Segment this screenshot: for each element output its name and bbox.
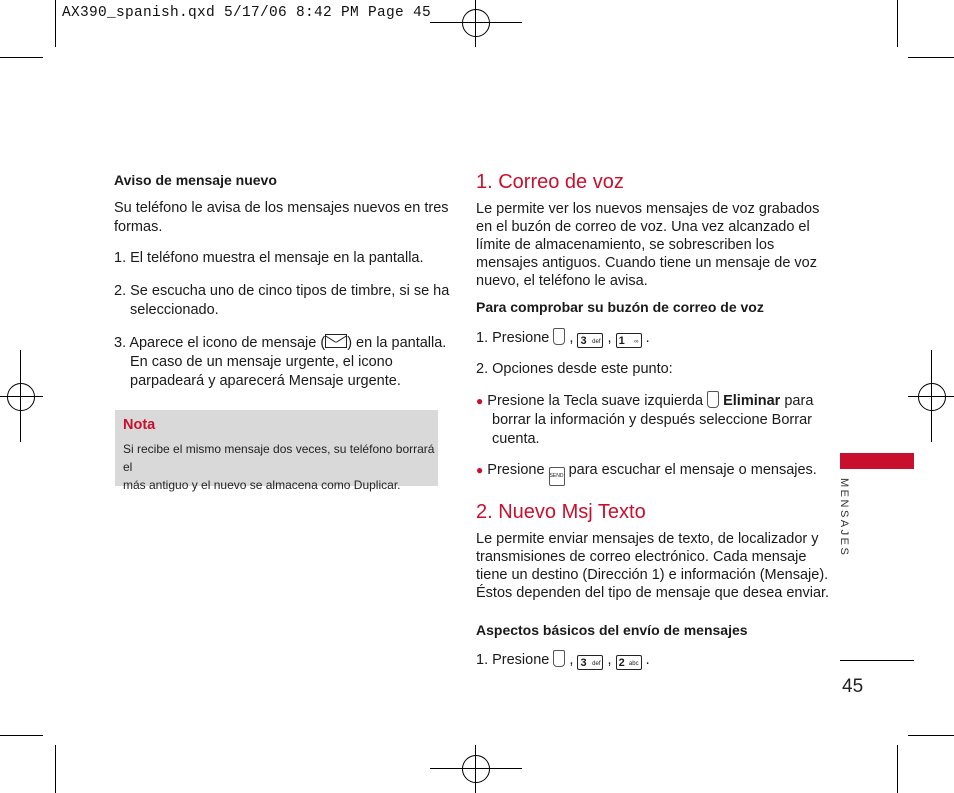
crop-mark bbox=[897, 745, 898, 793]
left-item-2: 2. Se escucha uno de cinco tipos de timbre, si se ha seleccionado. bbox=[114, 283, 450, 318]
crop-mark bbox=[0, 735, 43, 736]
option-bullet-2: ● Presione SEND para escuchar el mensaje o mensajes. bbox=[476, 461, 817, 486]
voicemail-step-2: 2. Opciones desde este punto: bbox=[476, 361, 673, 377]
note-title: Nota bbox=[123, 417, 156, 433]
left-section-title: Aviso de mensaje nuevo bbox=[114, 172, 277, 188]
registration-mark bbox=[475, 0, 476, 47]
note-text: Si recibe el mismo mensaje dos veces, su teléfono borrará el más antiguo y el nuevo se almacena como Duplicar. bbox=[123, 442, 435, 492]
crop-mark bbox=[908, 57, 954, 58]
registration-mark bbox=[7, 383, 35, 411]
registration-mark bbox=[462, 9, 490, 37]
crop-mark bbox=[908, 735, 954, 736]
bullet-icon: ● bbox=[476, 394, 484, 408]
crop-mark bbox=[55, 745, 56, 793]
note-box bbox=[115, 410, 438, 492]
nuevo-msj-description: Le permite enviar mensajes de texto, de localizador y transmisiones de correo electrónico. Cada mensaje tiene un destino (Dirección 1) e información (Mensaje). Éstos dependen del tipo de mensaje que desea enviar. bbox=[476, 531, 830, 601]
side-tab-label: MENSAJES bbox=[838, 478, 850, 558]
print-header: AX390_spanish.qxd 5/17/06 8:42 PM Page 45 bbox=[62, 5, 432, 21]
registration-mark bbox=[430, 22, 522, 23]
subheading-voicemail: Para comprobar su buzón de correo de voz bbox=[476, 299, 764, 315]
crop-mark bbox=[55, 0, 56, 47]
left-item-1: 1. El teléfono muestra el mensaje en la pantalla. bbox=[114, 250, 424, 266]
registration-mark bbox=[918, 383, 946, 411]
key-2-icon: 2 abc bbox=[616, 655, 642, 670]
left-intro: Su teléfono le avisa de los mensajes nuevos en tres formas. bbox=[114, 200, 449, 235]
crop-mark bbox=[0, 57, 43, 58]
key-3-icon: 3 def bbox=[577, 333, 603, 348]
page-number-rule bbox=[840, 660, 914, 661]
key-1-icon: 1 ∞ bbox=[616, 333, 642, 348]
heading-nuevo-msj-texto: 2. Nuevo Msj Texto bbox=[476, 501, 646, 523]
menu-key-icon bbox=[553, 650, 565, 667]
registration-mark bbox=[430, 768, 522, 769]
side-tab-bar bbox=[840, 453, 914, 469]
correo-de-voz-description: Le permite ver los nuevos mensajes de voz grabados en el buzón de correo de voz. Una vez alcanzado el límite de almacenamiento, se sobrescriben los mensajes antiguos. Cuando tiene un mensaje de voz nuevo, el teléfono le avisa. bbox=[476, 201, 820, 289]
page-number: 45 bbox=[842, 676, 864, 697]
subheading-message-basics: Aspectos básicos del envío de mensajes bbox=[476, 622, 748, 638]
voicemail-step-1: 1. Presione , 3 def , 1 ∞ . bbox=[476, 330, 650, 347]
envelope-icon bbox=[325, 334, 347, 348]
message-step-1: 1. Presione , 3 def , 2 abc . bbox=[476, 652, 650, 669]
send-key-icon: SEND bbox=[549, 467, 565, 486]
heading-correo-de-voz: 1. Correo de voz bbox=[476, 171, 624, 193]
registration-mark bbox=[462, 755, 490, 783]
left-softkey-icon bbox=[707, 391, 719, 408]
registration-mark bbox=[0, 396, 43, 397]
key-3-icon: 3 def bbox=[577, 655, 603, 670]
registration-mark bbox=[908, 396, 954, 397]
crop-mark bbox=[897, 0, 898, 47]
left-item-3: 3. Aparece el icono de mensaje ( ) en la pantalla. En caso de un mensaje urgente, el icono parpadeará y aparecerá Mensaje urgente. bbox=[114, 335, 447, 389]
menu-key-icon bbox=[553, 328, 565, 345]
bullet-icon: ● bbox=[476, 463, 484, 477]
registration-mark bbox=[475, 745, 476, 793]
option-bullet-1: ● Presione la Tecla suave izquierda Eliminar para borrar la información y después seleccione Borrar cuenta. bbox=[476, 393, 814, 447]
